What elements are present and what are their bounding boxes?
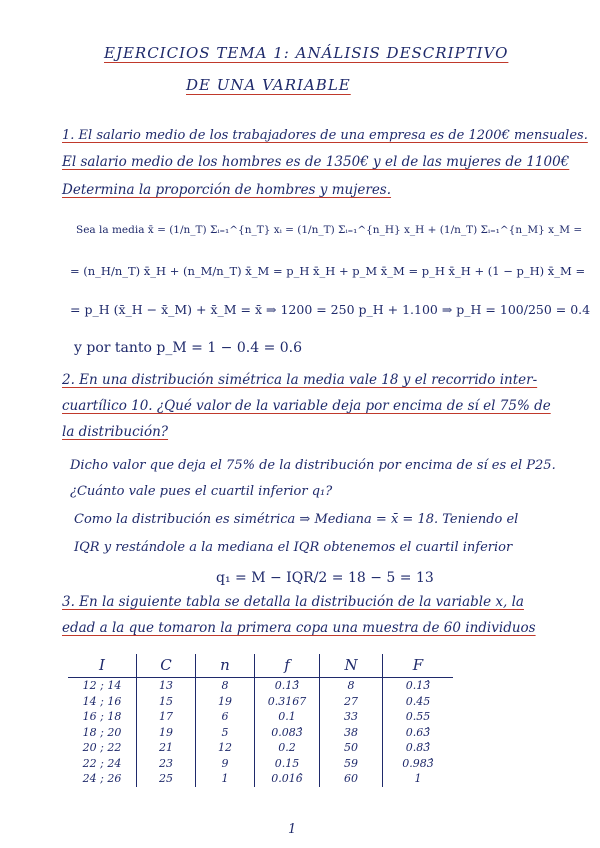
ex2-solution-line-2: ¿Cuánto vale pues el cuartil inferior q₁? — [70, 484, 333, 499]
ex3-statement-line-2: edad a la que tomaron la primera copa una muestra de 60 individuos — [62, 620, 536, 636]
ex2-statement-line-1: 2. En una distribución simétrica la media vale 18 y el recorrido inter- — [62, 372, 538, 388]
table-cell: 50 — [320, 740, 383, 756]
ex2-solution-line-3: Como la distribución es simétrica ⇒ Mediana = x̄ = 18. Teniendo el — [74, 512, 519, 527]
table-cell: 0.13̂ — [405, 679, 431, 693]
table-cell: 60 — [320, 771, 383, 787]
table-cell: 0.083̂ — [255, 725, 320, 741]
table-cell: 1 — [414, 772, 422, 786]
ex1-statement-line-2: El salario medio de los hombres es de 1350€ y el de las mujeres de 1100€ — [62, 154, 570, 170]
table-cell: 5 — [196, 725, 255, 741]
table-row — [68, 771, 453, 787]
table-cell: 25 — [137, 771, 196, 787]
table-row — [68, 694, 453, 710]
table-cell: 0.2 — [255, 740, 320, 756]
table-cell: 33 — [320, 709, 383, 725]
table-cell: 0.15 — [255, 756, 320, 772]
table-row — [68, 709, 453, 725]
ex1-solution-line-4: y por tanto p_M = 1 − 0.4 = 0.6 — [74, 340, 303, 356]
table-row — [68, 678, 453, 694]
table-row — [68, 740, 453, 756]
table-cell: 24 ; 26 — [68, 771, 137, 787]
table-cell: 1 — [196, 771, 255, 787]
table-cell: 18 ; 20 — [68, 725, 137, 741]
table-row — [68, 725, 453, 741]
ex2-solution-line-5: q₁ = M − IQR/2 = 18 − 5 = 13 — [216, 570, 434, 586]
table-cell: 14 ; 16 — [68, 694, 137, 710]
table-cell: 0.45 — [405, 694, 431, 708]
table-cell: 0.016̂ — [255, 771, 320, 787]
ex2-solution-line-1: Dicho valor que deja el 75% de la distribución por encima de sí es el P25. — [70, 458, 556, 473]
title-line-1: EJERCICIOS TEMA 1: ANÁLISIS DESCRIPTIVO — [104, 44, 509, 62]
title-line-2: DE UNA VARIABLE — [186, 76, 351, 94]
table-cell: 0.13̂ — [255, 678, 320, 694]
ex2-solution-line-4: IQR y restándole a la mediana el IQR obtenemos el cuartil inferior — [74, 540, 513, 555]
ex2-statement-line-2: cuartílico 10. ¿Qué valor de la variable deja por encima de sí el 75% de — [62, 398, 551, 414]
table-cell: 16 ; 18 — [68, 709, 137, 725]
page-number: 1 — [288, 822, 297, 837]
table-cell: 19 — [137, 725, 196, 741]
ex1-solution-line-2: = (n_H/n_T) x̄_H + (n_M/n_T) x̄_M = p_H x̄_H + p_M x̄_M = p_H x̄_H + (1 − p_H) x̄_M = — [70, 264, 586, 278]
header-cum-abs-frequency: N — [320, 654, 383, 678]
table-cell: 8 — [320, 678, 383, 694]
table-cell: 0.1 — [255, 709, 320, 725]
ex1-solution-line-3: = p_H (x̄_H − x̄_M) + x̄_M = x̄ ⇒ 1200 = 250 p_H + 1.100 ⇒ p_H = 100/250 = 0.4 — [70, 302, 591, 317]
table-cell: 23 — [137, 756, 196, 772]
header-abs-frequency: n — [196, 654, 255, 678]
frequency-table — [68, 654, 453, 787]
table-cell: 13 — [137, 678, 196, 694]
ex1-statement-line-3: Determina la proporción de hombres y mujeres. — [62, 182, 392, 198]
header-cum-rel-frequency: F — [383, 654, 454, 678]
table-cell: 9 — [196, 756, 255, 772]
table-cell: 0.63̂ — [405, 725, 431, 739]
table-cell: 8 — [196, 678, 255, 694]
table-cell: 6 — [196, 709, 255, 725]
header-class-mark: C — [137, 654, 196, 678]
table-cell: 27 — [320, 694, 383, 710]
table-row — [68, 756, 453, 772]
table-cell: 22 ; 24 — [68, 756, 137, 772]
header-interval: I — [68, 654, 137, 678]
table-cell: 20 ; 22 — [68, 740, 137, 756]
table-cell: 59 — [320, 756, 383, 772]
table-cell: 12 — [196, 740, 255, 756]
ex3-statement-line-1: 3. En la siguiente tabla se detalla la distribución de la variable x, la — [62, 594, 524, 610]
ex2-statement-line-3: la distribución? — [62, 424, 169, 440]
table-cell: 21 — [137, 740, 196, 756]
table-cell: 17 — [137, 709, 196, 725]
table-cell: 38 — [320, 725, 383, 741]
header-rel-frequency: f — [255, 654, 320, 678]
table-cell: 19 — [196, 694, 255, 710]
table-cell: 12 ; 14 — [68, 678, 137, 694]
ex1-statement-line-1: 1. El salario medio de los trabajadores de una empresa es de 1200€ mensuales. — [62, 128, 588, 143]
table-cell: 0.3167 — [255, 694, 320, 710]
table-cell: 0.983̂ — [402, 756, 434, 770]
table-cell: 0.83̂ — [405, 741, 431, 755]
ex1-solution-line-1: Sea la media x̄ = (1/n_T) Σᵢ₌₁^{n_T} xᵢ = (1/n_T) Σᵢ₌₁^{n_H} x_H + (1/n_T) Σᵢ₌₁^{n_M} x_M = — [76, 224, 583, 236]
table-cell: 0.55 — [405, 710, 431, 724]
table-cell: 15 — [137, 694, 196, 710]
table-header-row — [68, 654, 453, 678]
